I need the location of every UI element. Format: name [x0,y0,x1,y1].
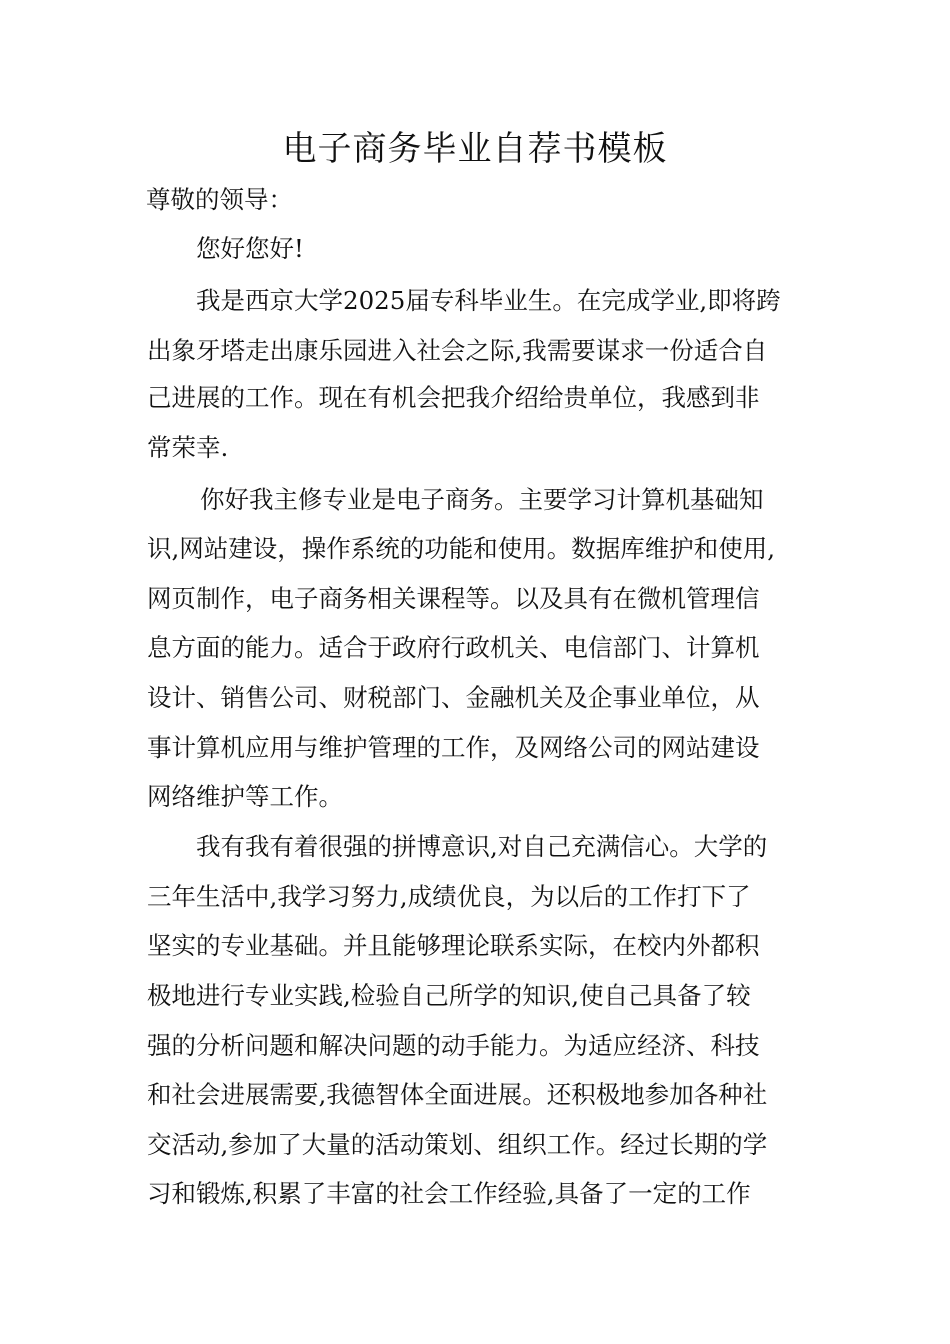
paragraph-line: 极地进行专业实践,检验自己所学的知识,使自己具备了较 [147,981,751,1010]
paragraph-line: 息方面的能力。适合于政府行政机关、电信部门、计算机 [147,633,760,662]
greeting-line: 您好您好! [196,234,304,263]
document-title: 电子商务毕业自荐书模板 [282,129,668,169]
salutation-line: 尊敬的领导： [146,185,293,214]
paragraph-line: 事计算机应用与维护管理的工作，及网络公司的网站建设 [147,733,760,762]
paragraph-line: 坚实的专业基础。并且能够理论联系实际，在校内外都积 [147,931,760,960]
paragraph-line: 交活动,参加了大量的活动策划、组织工作。经过长期的学 [147,1130,768,1159]
paragraph-line: 识,网站建设，操作系统的功能和使用。数据库维护和使用, [147,534,776,563]
paragraph-line: 网络维护等工作。 [147,782,343,811]
paragraph-line: 强的分析问题和解决问题的动手能力。为适应经济、科技 [147,1031,760,1060]
paragraph-line: 习和锻炼,积累了丰富的社会工作经验,具备了一定的工作 [147,1179,751,1208]
paragraph-line: 你好我主修专业是电子商务。主要学习计算机基础知 [200,485,764,514]
paragraph-line: 出象牙塔走出康乐园进入社会之际,我需要谋求一份适合自 [147,336,768,365]
paragraph-line: 网页制作，电子商务相关课程等。以及具有在微机管理信 [147,584,760,613]
paragraph-line: 我是西京大学2025届专科毕业生。在完成学业,即将跨 [196,286,781,315]
paragraph-line: 我有我有着很强的拼博意识,对自己充满信心。大学的 [196,832,768,861]
paragraph-line: 常荣幸. [147,433,229,462]
paragraph-line: 己进展的工作。现在有机会把我介绍给贵单位，我感到非 [147,383,760,412]
paragraph-line: 设计、销售公司、财税部门、金融机关及企事业单位，从 [147,683,760,712]
paragraph-line: 三年生活中,我学习努力,成绩优良，为以后的工作打下了 [147,882,751,911]
paragraph-line: 和社会进展需要,我德智体全面进展。还积极地参加各种社 [147,1080,768,1109]
